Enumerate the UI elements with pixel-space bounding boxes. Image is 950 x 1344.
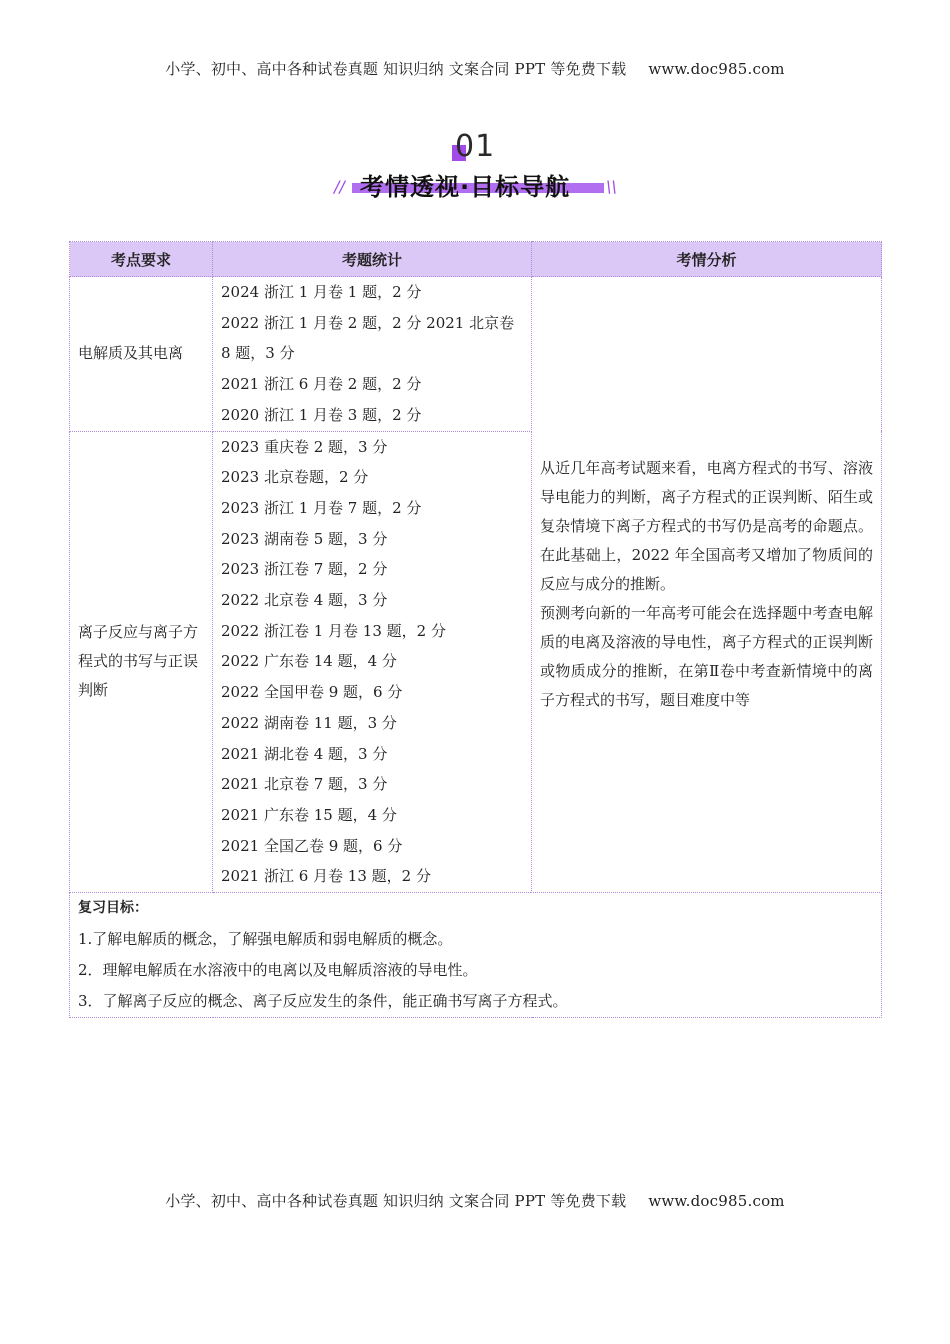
stats-cell [213,431,532,893]
page-header [0,58,950,79]
review-goal-item: 3．了解离子反应的概念、离子反应发生的条件，能正确书写离子方程式。 [78,992,568,1011]
header-stats: 考题统计 [213,242,532,277]
table-row [70,277,882,432]
stat-item: 2020 浙江 1 月卷 3 题，2 分 [221,405,422,424]
left-slash-mark: // [334,177,345,196]
header-topic: 考点要求 [70,242,213,277]
stat-item: 2021 北京卷 7 题，3 分 [221,775,388,794]
stat-item: 2021 浙江 6 月卷 2 题，2 分 [221,375,422,394]
section-number: 01 [455,129,496,164]
analysis-cell [532,277,882,893]
section-title: 考情透视·目标导航 [360,173,571,201]
review-goal-item: 2．理解电解质在水溶液中的电离以及电解质溶液的导电性。 [78,961,478,980]
review-goal-item: 1.了解电解质的概念，了解强电解质和弱电解质的概念。 [78,930,453,949]
right-slash-mark: \\ [606,177,617,196]
stat-item: 2022 浙江 1 月卷 2 题，2 分 2021 北京卷 8 题，3 分 [221,313,515,363]
stat-item: 2024 浙江 1 月卷 1 题，2 分 [221,283,422,301]
header-text: 小学、初中、高中各种试卷真题 知识归纳 文案合同 PPT 等免费下载 [165,60,627,78]
stat-item: 2022 全国甲卷 9 题，6 分 [221,683,403,702]
exam-analysis-table [69,241,882,1018]
stat-item: 2023 重庆卷 2 题，3 分 [221,437,388,456]
stat-item: 2023 湖南卷 5 题，3 分 [221,529,388,548]
review-goals-row [70,893,882,1018]
stat-item: 2021 浙江 6 月卷 13 题，2 分 [221,867,431,886]
table-header-row [70,242,882,277]
stat-item: 2023 浙江卷 7 题，2 分 [221,560,388,579]
page-footer [0,1190,950,1211]
header-url[interactable]: www.doc985.com [648,60,785,78]
stat-item: 2022 北京卷 4 题，3 分 [221,591,388,610]
stat-item: 2022 浙江卷 1 月卷 13 题，2 分 [221,621,446,640]
stat-item: 2022 广东卷 14 题，4 分 [221,652,397,671]
section-heading [0,125,950,215]
stat-item: 2022 湖南卷 11 题，3 分 [221,713,397,732]
footer-url[interactable]: www.doc985.com [648,1192,785,1210]
review-goals-title: 复习目标： [78,900,148,917]
stats-cell [213,277,532,432]
header-analysis: 考情分析 [532,242,882,277]
stat-item: 2021 湖北卷 4 题，3 分 [221,744,388,763]
analysis-paragraph: 预测考向新的一年高考可能会在选择题中考查电解质的电离及溶液的导电性，离子方程式的正误判断或物质成分的推断，在第Ⅱ卷中考查新情境中的离子方程式的书写，题目难度中等 [540,604,873,710]
stat-item: 2021 广东卷 15 题，4 分 [221,805,397,824]
stat-item: 2021 全国乙卷 9 题，6 分 [221,836,403,855]
stat-item: 2023 浙江 1 月卷 7 题，2 分 [221,498,422,517]
analysis-paragraph: 从近几年高考试题来看，电离方程式的书写、溶液导电能力的判断，离子方程式的正误判断、陌生或复杂情境下离子方程式的书写仍是高考的命题点。在此基础上，2022 年全国高考又增加了物质间的反应与成分的推断。 [540,459,873,594]
stat-item: 2023 北京卷题，2 分 [221,468,369,487]
footer-text: 小学、初中、高中各种试卷真题 知识归纳 文案合同 PPT 等免费下载 [165,1192,627,1210]
topic-cell: 离子反应与离子方程式的书写与正误判断 [70,431,213,893]
topic-cell: 电解质及其电离 [70,277,213,432]
review-goals-cell [70,893,882,1018]
